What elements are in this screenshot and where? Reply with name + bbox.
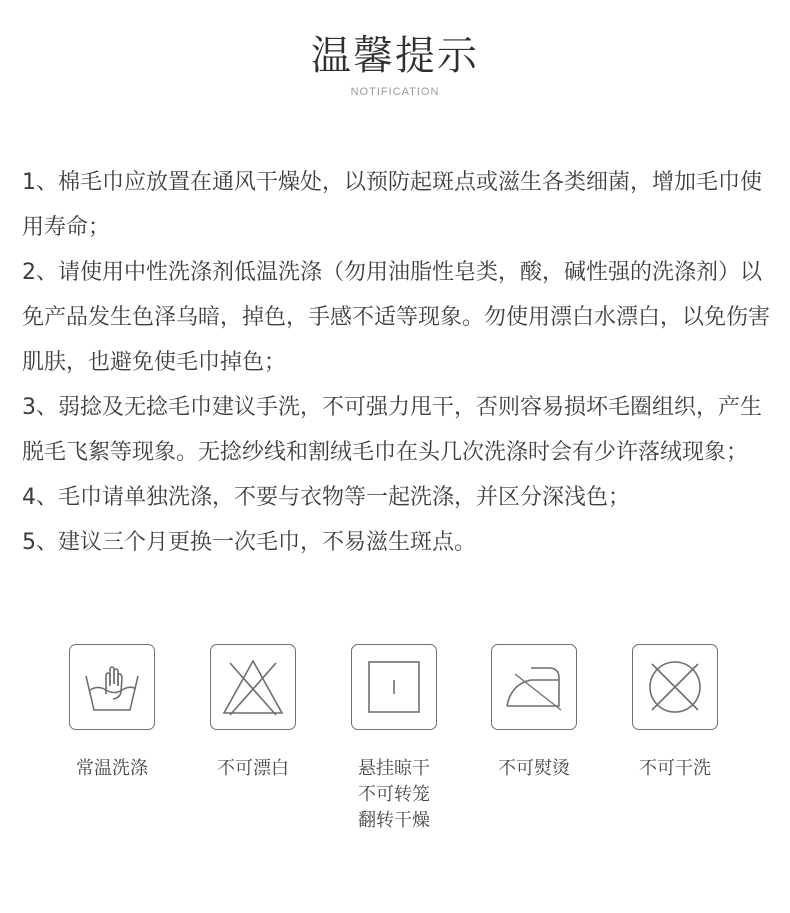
note-5: 5、建议三个月更换一次毛巾，不易滋生斑点。 [22, 530, 476, 555]
page-subtitle: NOTIFICATION [350, 86, 440, 98]
note-4: 4、毛巾请单独洗涤，不要与衣物等一起洗涤，并区分深浅色； [22, 485, 630, 510]
care-label: 悬挂晾干 不可转笼 翻转干燥 [358, 758, 430, 831]
care-item-hand-wash [69, 644, 169, 779]
care-notes [22, 160, 772, 565]
care-label: 常温洗涤 [76, 758, 148, 779]
care-label: 不可漂白 [217, 758, 289, 779]
care-label: 不可熨烫 [498, 758, 570, 779]
page-title: 温馨提示 [311, 33, 479, 79]
no-bleach-icon [210, 644, 296, 730]
care-item-no-dry-clean [632, 644, 732, 779]
no-dry-clean-icon [632, 644, 718, 730]
note-1: 1、棉毛巾应放置在通风干燥处，以预防起斑点或滋生各类细菌，增加毛巾使用寿命； [22, 170, 762, 240]
hand-wash-icon [69, 644, 155, 730]
note-3: 3、弱捻及无捻毛巾建议手洗，不可强力甩干，否则容易损坏毛圈组织，产生脱毛飞絮等现象。无捻纱线和割绒毛巾在头几次洗涤时会有少许落绒现象； [22, 395, 762, 465]
no-iron-icon [491, 644, 577, 730]
care-item-no-bleach [210, 644, 310, 779]
care-item-line-dry [351, 644, 451, 831]
care-label: 不可干洗 [639, 758, 711, 779]
note-2: 2、请使用中性洗涤剂低温洗涤（勿用油脂性皂类，酸，碱性强的洗涤剂）以免产品发生色泽乌暗，掉色，手感不适等现象。勿使用漂白水漂白，以免伤害肌肤，也避免使毛巾掉色； [22, 260, 771, 375]
line-dry-icon [351, 644, 437, 730]
care-item-no-iron [491, 644, 591, 779]
